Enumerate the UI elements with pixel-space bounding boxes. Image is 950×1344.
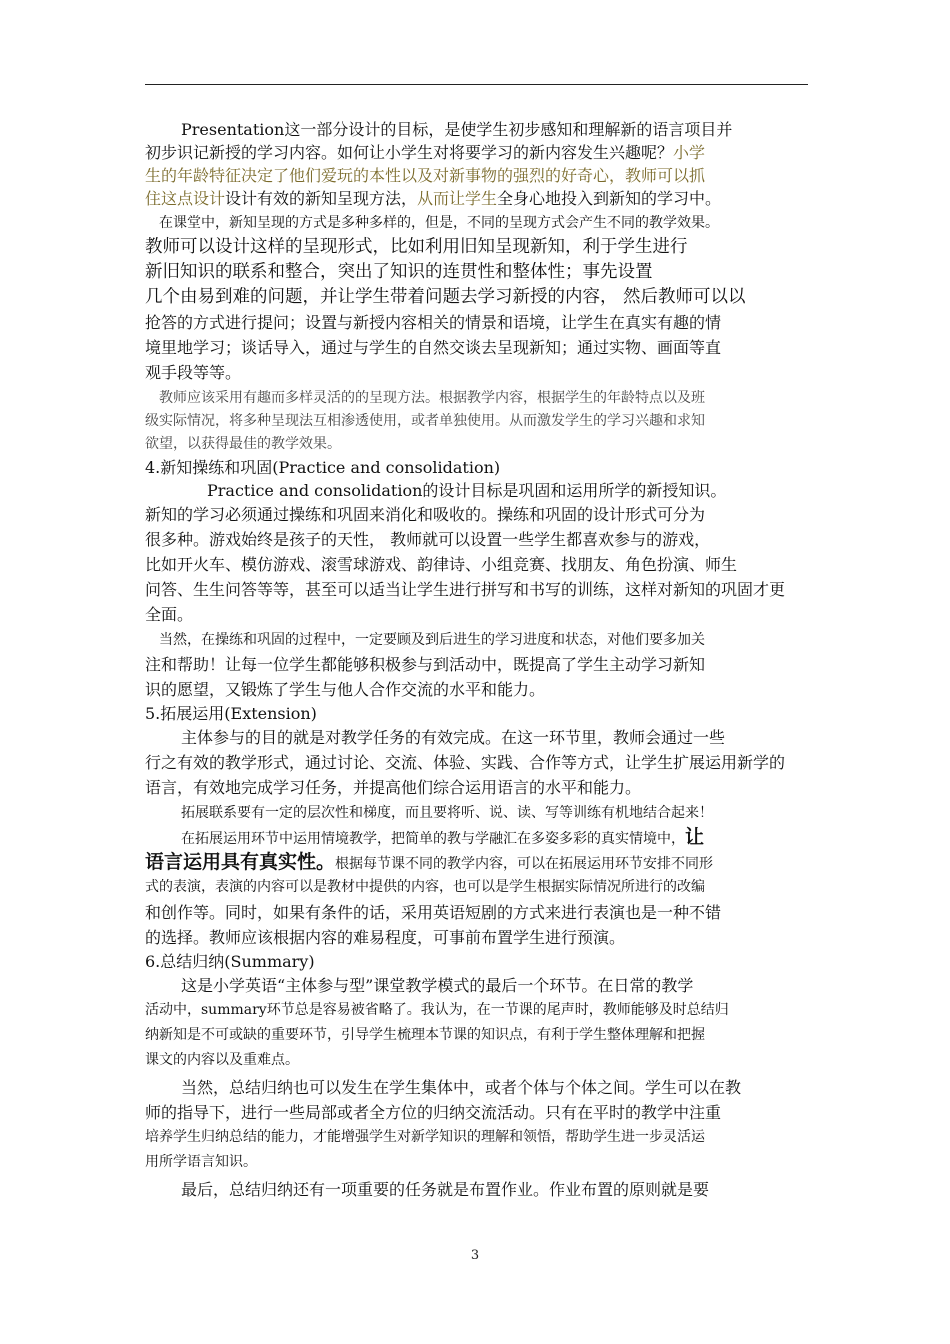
para-homework-line1: 最后，总结归纳还有一项重要的任务就是布置作业。作业布置的原则就是要 bbox=[181, 1180, 710, 1199]
para-practice-line6: 全面。 bbox=[145, 605, 194, 624]
section-heading-4: 4.新知操练和巩固(Practice and consolidation) bbox=[145, 458, 501, 477]
section-heading-6: 6.总结归纳(Summary) bbox=[145, 952, 315, 971]
para-group-line3: 培养学生归纳总结的能力，才能增强学生对新学知识的理解和领悟，帮助学生进一步灵活运 bbox=[145, 1129, 705, 1145]
para-presentation-line4: 住这点设计设计有效的新知呈现方法，从而让学生全身心地投入到新知的学习中。 bbox=[145, 189, 722, 208]
header-rule bbox=[145, 84, 808, 85]
para-practice-line4: 比如开火车、模仿游戏、滚雪球游戏、韵律诗、小组竞赛、找朋友、角色扮演、师生 bbox=[145, 555, 738, 574]
page-number: 3 bbox=[470, 1248, 480, 1263]
para-extension-line2: 行之有效的教学形式，通过讨论、交流、体验、实践、合作等方式，让学生扩展运用新学的 bbox=[145, 753, 786, 772]
para-extension-line3: 语言，有效地完成学习任务，并提高他们综合运用语言的水平和能力。 bbox=[145, 778, 642, 797]
para-situation-line2: 语言运用具有真实性。根据每节课不同的教学内容，可以在拓展运用环节安排不同形 bbox=[145, 851, 714, 873]
para-care-line3: 识的愿望，又锻炼了学生与他人合作交流的水平和能力。 bbox=[145, 680, 546, 699]
para-situation-line3: 式的表演，表演的内容可以是教材中提供的内容，也可以是学生根据实际情况所进行的改编 bbox=[145, 879, 705, 895]
para-presentation-line1: Presentation这一部分设计的目标，是使学生初步感知和理解新的语言项目并 bbox=[181, 120, 733, 139]
para-presentation-line3: 生的年龄特征决定了他们爱玩的本性以及对新事物的强烈的好奇心，教师可以抓 bbox=[145, 166, 706, 185]
para-group-line1: 当然，总结归纳也可以发生在学生集体中，或者个体与个体之间。学生可以在教 bbox=[181, 1078, 742, 1097]
para-summary-line2: 活动中，summary环节总是容易被省略了。我认为，在一节课的尾声时，教师能够及时总结归 bbox=[145, 1002, 729, 1018]
section-heading-5: 5.拓展运用(Extension) bbox=[145, 704, 317, 723]
para-teacher-line1: 教师应该采用有趣而多样灵活的的呈现方法。根据教学内容，根据学生的年龄特点以及班 bbox=[159, 390, 705, 406]
para-summary-line1: 这是小学英语“主体参与型”课堂教学模式的最后一个环节。在日常的教学 bbox=[181, 976, 694, 995]
para-methods-line5: 抢答的方式进行提问；设置与新授内容相关的情景和语境，让学生在真实有趣的情 bbox=[145, 313, 722, 332]
para-methods-line3: 新旧知识的联系和整合，突出了知识的连贯性和整体性；事先设置 bbox=[145, 262, 653, 282]
para-care-line2: 注和帮助！让每一位学生都能够积极参与到活动中，既提高了学生主动学习新知 bbox=[145, 655, 706, 674]
para-methods-line7: 观手段等等。 bbox=[145, 363, 242, 382]
para-methods-line1: 在课堂中，新知呈现的方式是多种多样的，但是，不同的呈现方式会产生不同的教学效果。 bbox=[159, 215, 719, 231]
para-presentation-line2: 初步识记新授的学习内容。如何让小学生对将要学习的新内容发生兴趣呢？小学 bbox=[145, 143, 706, 162]
para-teacher-line2: 级实际情况，将多种呈现法互相渗透使用，或者单独使用。从而激发学生的学习兴趣和求知 bbox=[145, 413, 705, 429]
para-group-line2: 师的指导下，进行一些局部或者全方位的归纳交流活动。只有在平时的教学中注重 bbox=[145, 1103, 722, 1122]
para-methods-line2: 教师可以设计这样的呈现形式，比如利用旧知呈现新知，利于学生进行 bbox=[145, 237, 688, 257]
para-practice-line3: 很多种。游戏始终是孩子的天性， 教师就可以设置一些学生都喜欢参与的游戏， bbox=[145, 530, 711, 549]
para-practice-line5: 问答、生生问答等等，甚至可以适当让学生进行拼写和书写的训练，这样对新知的巩固才更 bbox=[145, 580, 786, 599]
document-body bbox=[145, 118, 808, 1202]
para-methods-line4: 几个由易到难的问题，并让学生带着问题去学习新授的内容， 然后教师可以以 bbox=[145, 287, 746, 307]
para-practice-line1: Practice and consolidation的设计目标是巩固和运用所学的新授知识。 bbox=[207, 481, 727, 500]
para-situation-line5: 的选择。教师应该根据内容的难易程度，可事前布置学生进行预演。 bbox=[145, 928, 626, 947]
para-methods-line6: 境里地学习；谈话导入，通过与学生的自然交谈去呈现新知；通过实物、画面等直 bbox=[145, 338, 722, 357]
para-summary-line4: 课文的内容以及重难点。 bbox=[145, 1052, 299, 1068]
para-group-line4: 用所学语言知识。 bbox=[145, 1154, 257, 1170]
para-summary-line3: 纳新知是不可或缺的重要环节，引导学生梳理本节课的知识点，有利于学生整体理解和把握 bbox=[145, 1027, 705, 1043]
para-practice-line2: 新知的学习必须通过操练和巩固来消化和吸收的。操练和巩固的设计形式可分为 bbox=[145, 505, 706, 524]
para-situation-line4: 和创作等。同时，如果有条件的话，采用英语短剧的方式来进行表演也是一种不错 bbox=[145, 903, 722, 922]
para-care-line1: 当然，在操练和巩固的过程中，一定要顾及到后进生的学习进度和状态，对他们要多加关 bbox=[159, 632, 705, 648]
para-extension-line1: 主体参与的目的就是对教学任务的有效完成。在这一环节里，教师会通过一些 bbox=[181, 728, 726, 747]
para-situation-line1: 在拓展运用环节中运用情境教学，把简单的教与学融汇在多姿多彩的真实情境中，让 bbox=[181, 826, 705, 848]
para-levels-line1: 拓展联系要有一定的层次性和梯度，而且要将听、说、读、写等训练有机地结合起来！ bbox=[181, 805, 713, 821]
para-teacher-line3: 欲望，以获得最佳的教学效果。 bbox=[145, 436, 341, 452]
